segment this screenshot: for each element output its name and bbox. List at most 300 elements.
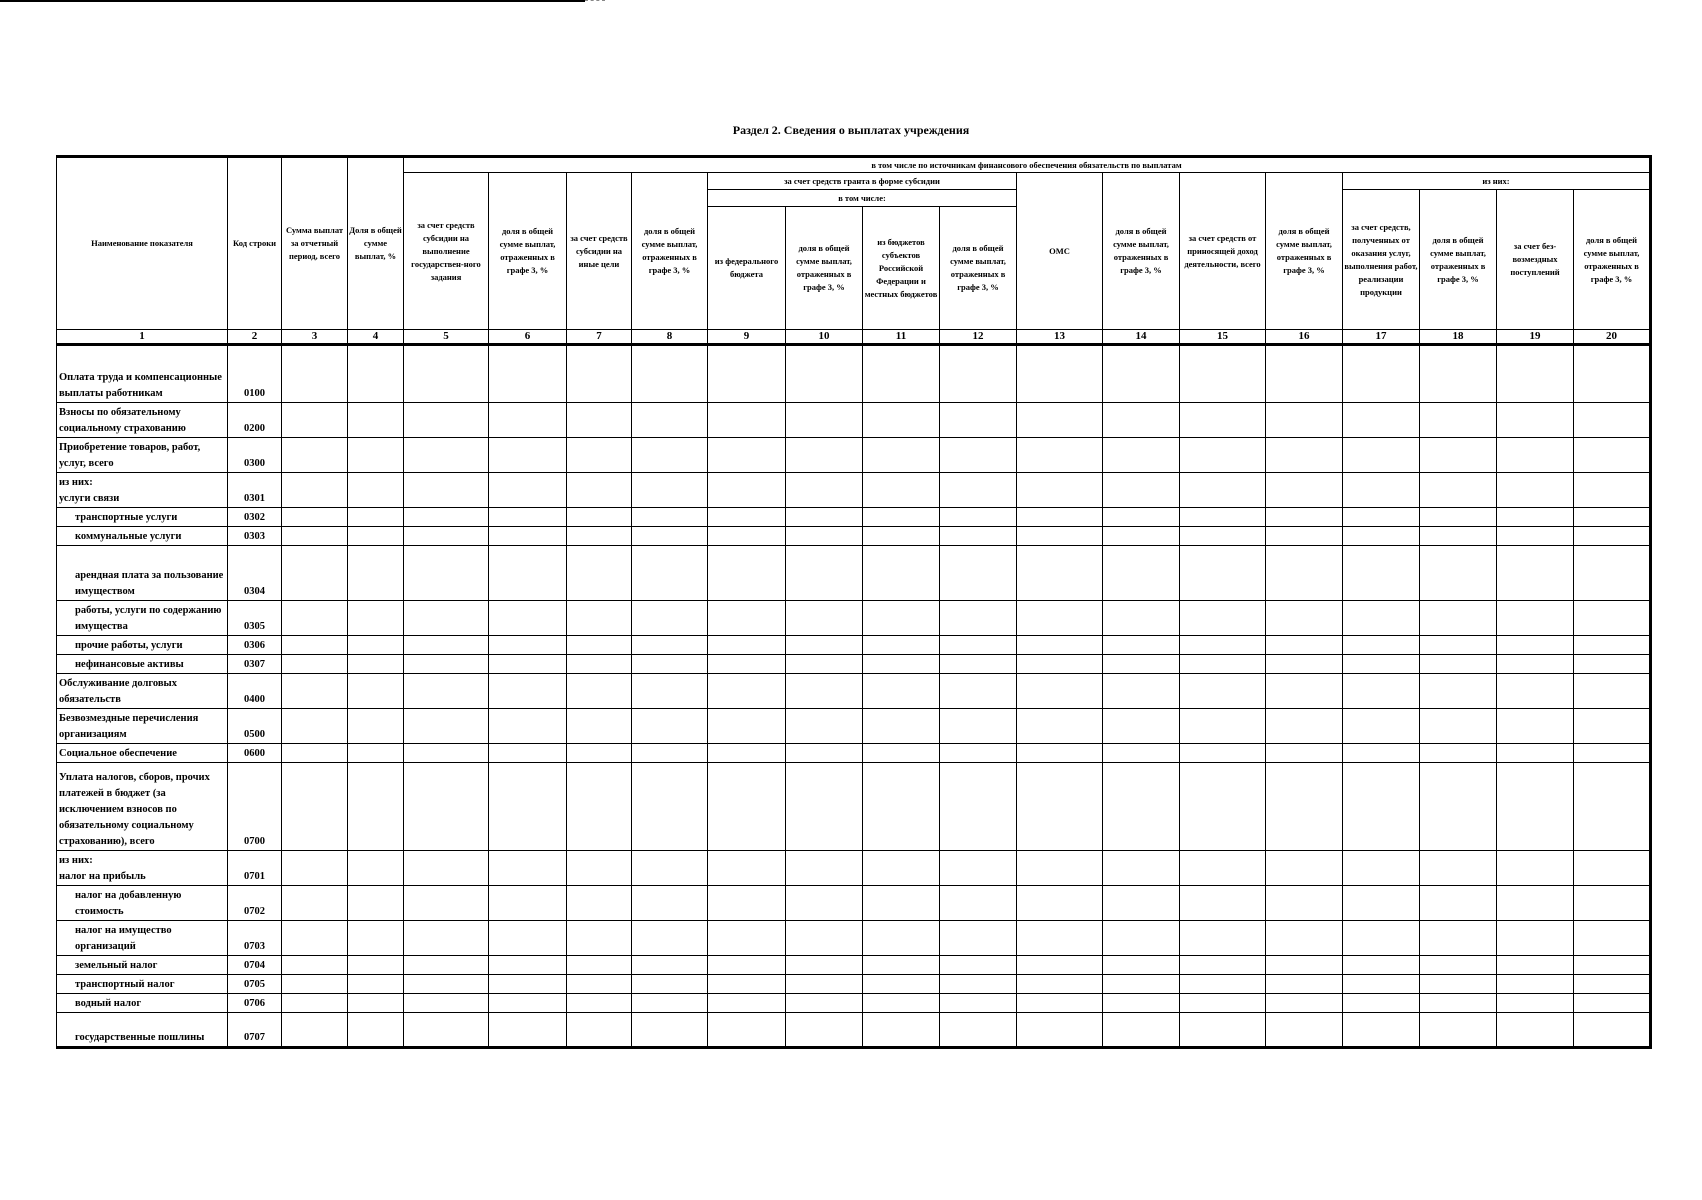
value-cell[interactable] bbox=[708, 527, 786, 546]
value-cell[interactable] bbox=[1017, 851, 1103, 886]
value-cell[interactable] bbox=[940, 601, 1017, 636]
value-cell[interactable] bbox=[404, 994, 489, 1013]
value-cell[interactable] bbox=[632, 601, 708, 636]
value-cell[interactable] bbox=[786, 994, 863, 1013]
value-cell[interactable] bbox=[1017, 921, 1103, 956]
value-cell[interactable] bbox=[1343, 655, 1420, 674]
value-cell[interactable] bbox=[1103, 546, 1180, 601]
value-cell[interactable] bbox=[1017, 636, 1103, 655]
value-cell[interactable] bbox=[863, 674, 940, 709]
value-cell[interactable] bbox=[348, 744, 404, 763]
value-cell[interactable] bbox=[863, 975, 940, 994]
value-cell[interactable] bbox=[1017, 403, 1103, 438]
value-cell[interactable] bbox=[1497, 655, 1574, 674]
value-cell[interactable] bbox=[404, 601, 489, 636]
value-cell[interactable] bbox=[567, 508, 632, 527]
value-cell[interactable] bbox=[567, 886, 632, 921]
value-cell[interactable] bbox=[282, 438, 348, 473]
value-cell[interactable] bbox=[1574, 709, 1651, 744]
value-cell[interactable] bbox=[786, 1013, 863, 1048]
value-cell[interactable] bbox=[1343, 527, 1420, 546]
value-cell[interactable] bbox=[786, 527, 863, 546]
value-cell[interactable] bbox=[708, 975, 786, 994]
value-cell[interactable] bbox=[1420, 636, 1497, 655]
value-cell[interactable] bbox=[1180, 546, 1266, 601]
value-cell[interactable] bbox=[1420, 546, 1497, 601]
value-cell[interactable] bbox=[1420, 921, 1497, 956]
value-cell[interactable] bbox=[489, 994, 567, 1013]
value-cell[interactable] bbox=[1574, 956, 1651, 975]
value-cell[interactable] bbox=[786, 345, 863, 403]
value-cell[interactable] bbox=[1574, 994, 1651, 1013]
value-cell[interactable] bbox=[863, 956, 940, 975]
value-cell[interactable] bbox=[1343, 709, 1420, 744]
value-cell[interactable] bbox=[489, 956, 567, 975]
value-cell[interactable] bbox=[282, 956, 348, 975]
value-cell[interactable] bbox=[282, 975, 348, 994]
value-cell[interactable] bbox=[489, 473, 567, 508]
value-cell[interactable] bbox=[348, 994, 404, 1013]
value-cell[interactable] bbox=[786, 601, 863, 636]
value-cell[interactable] bbox=[786, 655, 863, 674]
value-cell[interactable] bbox=[1017, 744, 1103, 763]
value-cell[interactable] bbox=[1497, 744, 1574, 763]
value-cell[interactable] bbox=[282, 709, 348, 744]
value-cell[interactable] bbox=[489, 744, 567, 763]
value-cell[interactable] bbox=[404, 403, 489, 438]
value-cell[interactable] bbox=[940, 886, 1017, 921]
value-cell[interactable] bbox=[1266, 601, 1343, 636]
value-cell[interactable] bbox=[1497, 601, 1574, 636]
value-cell[interactable] bbox=[1103, 674, 1180, 709]
value-cell[interactable] bbox=[282, 636, 348, 655]
value-cell[interactable] bbox=[348, 921, 404, 956]
value-cell[interactable] bbox=[404, 956, 489, 975]
value-cell[interactable] bbox=[940, 851, 1017, 886]
value-cell[interactable] bbox=[632, 438, 708, 473]
value-cell[interactable] bbox=[1420, 601, 1497, 636]
value-cell[interactable] bbox=[1103, 655, 1180, 674]
value-cell[interactable] bbox=[1497, 994, 1574, 1013]
value-cell[interactable] bbox=[786, 956, 863, 975]
value-cell[interactable] bbox=[1343, 921, 1420, 956]
value-cell[interactable] bbox=[863, 886, 940, 921]
value-cell[interactable] bbox=[940, 636, 1017, 655]
value-cell[interactable] bbox=[863, 851, 940, 886]
value-cell[interactable] bbox=[632, 994, 708, 1013]
value-cell[interactable] bbox=[489, 345, 567, 403]
value-cell[interactable] bbox=[1343, 546, 1420, 601]
value-cell[interactable] bbox=[1266, 763, 1343, 851]
value-cell[interactable] bbox=[708, 636, 786, 655]
value-cell[interactable] bbox=[708, 886, 786, 921]
value-cell[interactable] bbox=[1343, 473, 1420, 508]
value-cell[interactable] bbox=[1103, 473, 1180, 508]
value-cell[interactable] bbox=[1266, 527, 1343, 546]
value-cell[interactable] bbox=[863, 763, 940, 851]
value-cell[interactable] bbox=[863, 636, 940, 655]
value-cell[interactable] bbox=[1343, 508, 1420, 527]
value-cell[interactable] bbox=[632, 473, 708, 508]
value-cell[interactable] bbox=[708, 345, 786, 403]
value-cell[interactable] bbox=[404, 744, 489, 763]
value-cell[interactable] bbox=[1497, 956, 1574, 975]
value-cell[interactable] bbox=[708, 508, 786, 527]
value-cell[interactable] bbox=[632, 527, 708, 546]
value-cell[interactable] bbox=[1180, 655, 1266, 674]
value-cell[interactable] bbox=[632, 1013, 708, 1048]
value-cell[interactable] bbox=[1266, 473, 1343, 508]
value-cell[interactable] bbox=[567, 636, 632, 655]
value-cell[interactable] bbox=[567, 438, 632, 473]
value-cell[interactable] bbox=[1180, 744, 1266, 763]
value-cell[interactable] bbox=[1266, 921, 1343, 956]
value-cell[interactable] bbox=[786, 473, 863, 508]
value-cell[interactable] bbox=[1497, 508, 1574, 527]
value-cell[interactable] bbox=[1180, 921, 1266, 956]
value-cell[interactable] bbox=[1180, 601, 1266, 636]
value-cell[interactable] bbox=[1180, 886, 1266, 921]
value-cell[interactable] bbox=[786, 921, 863, 956]
value-cell[interactable] bbox=[1017, 674, 1103, 709]
value-cell[interactable] bbox=[348, 403, 404, 438]
value-cell[interactable] bbox=[940, 975, 1017, 994]
value-cell[interactable] bbox=[567, 1013, 632, 1048]
value-cell[interactable] bbox=[1266, 851, 1343, 886]
value-cell[interactable] bbox=[348, 636, 404, 655]
value-cell[interactable] bbox=[1343, 975, 1420, 994]
value-cell[interactable] bbox=[632, 763, 708, 851]
value-cell[interactable] bbox=[567, 744, 632, 763]
value-cell[interactable] bbox=[863, 527, 940, 546]
value-cell[interactable] bbox=[708, 655, 786, 674]
value-cell[interactable] bbox=[1497, 763, 1574, 851]
value-cell[interactable] bbox=[404, 508, 489, 527]
value-cell[interactable] bbox=[1497, 403, 1574, 438]
value-cell[interactable] bbox=[1420, 473, 1497, 508]
value-cell[interactable] bbox=[1574, 601, 1651, 636]
value-cell[interactable] bbox=[863, 403, 940, 438]
value-cell[interactable] bbox=[1343, 956, 1420, 975]
value-cell[interactable] bbox=[567, 655, 632, 674]
value-cell[interactable] bbox=[1574, 886, 1651, 921]
value-cell[interactable] bbox=[1343, 763, 1420, 851]
value-cell[interactable] bbox=[1180, 975, 1266, 994]
value-cell[interactable] bbox=[1266, 744, 1343, 763]
value-cell[interactable] bbox=[1420, 851, 1497, 886]
value-cell[interactable] bbox=[632, 655, 708, 674]
value-cell[interactable] bbox=[1103, 744, 1180, 763]
value-cell[interactable] bbox=[489, 527, 567, 546]
value-cell[interactable] bbox=[786, 438, 863, 473]
value-cell[interactable] bbox=[282, 527, 348, 546]
value-cell[interactable] bbox=[1017, 975, 1103, 994]
value-cell[interactable] bbox=[940, 763, 1017, 851]
value-cell[interactable] bbox=[1420, 886, 1497, 921]
value-cell[interactable] bbox=[404, 655, 489, 674]
value-cell[interactable] bbox=[940, 674, 1017, 709]
value-cell[interactable] bbox=[1103, 403, 1180, 438]
value-cell[interactable] bbox=[1420, 744, 1497, 763]
value-cell[interactable] bbox=[863, 1013, 940, 1048]
value-cell[interactable] bbox=[708, 546, 786, 601]
value-cell[interactable] bbox=[1497, 636, 1574, 655]
value-cell[interactable] bbox=[708, 1013, 786, 1048]
value-cell[interactable] bbox=[708, 763, 786, 851]
value-cell[interactable] bbox=[282, 403, 348, 438]
value-cell[interactable] bbox=[708, 709, 786, 744]
value-cell[interactable] bbox=[1103, 994, 1180, 1013]
value-cell[interactable] bbox=[1180, 763, 1266, 851]
value-cell[interactable] bbox=[1266, 508, 1343, 527]
value-cell[interactable] bbox=[1420, 975, 1497, 994]
value-cell[interactable] bbox=[940, 709, 1017, 744]
value-cell[interactable] bbox=[1343, 403, 1420, 438]
value-cell[interactable] bbox=[940, 527, 1017, 546]
value-cell[interactable] bbox=[1574, 851, 1651, 886]
value-cell[interactable] bbox=[1103, 345, 1180, 403]
value-cell[interactable] bbox=[282, 674, 348, 709]
value-cell[interactable] bbox=[567, 763, 632, 851]
value-cell[interactable] bbox=[1180, 527, 1266, 546]
value-cell[interactable] bbox=[1574, 345, 1651, 403]
value-cell[interactable] bbox=[940, 438, 1017, 473]
value-cell[interactable] bbox=[1103, 975, 1180, 994]
value-cell[interactable] bbox=[404, 851, 489, 886]
value-cell[interactable] bbox=[348, 438, 404, 473]
value-cell[interactable] bbox=[1180, 403, 1266, 438]
value-cell[interactable] bbox=[489, 763, 567, 851]
value-cell[interactable] bbox=[1343, 345, 1420, 403]
value-cell[interactable] bbox=[1266, 345, 1343, 403]
value-cell[interactable] bbox=[1103, 851, 1180, 886]
value-cell[interactable] bbox=[1420, 709, 1497, 744]
value-cell[interactable] bbox=[786, 508, 863, 527]
value-cell[interactable] bbox=[1017, 345, 1103, 403]
value-cell[interactable] bbox=[1420, 438, 1497, 473]
value-cell[interactable] bbox=[489, 851, 567, 886]
value-cell[interactable] bbox=[1017, 886, 1103, 921]
value-cell[interactable] bbox=[1017, 956, 1103, 975]
value-cell[interactable] bbox=[489, 709, 567, 744]
value-cell[interactable] bbox=[567, 921, 632, 956]
value-cell[interactable] bbox=[1574, 1013, 1651, 1048]
value-cell[interactable] bbox=[1266, 956, 1343, 975]
value-cell[interactable] bbox=[348, 345, 404, 403]
value-cell[interactable] bbox=[1420, 655, 1497, 674]
value-cell[interactable] bbox=[1497, 886, 1574, 921]
value-cell[interactable] bbox=[940, 655, 1017, 674]
value-cell[interactable] bbox=[708, 994, 786, 1013]
value-cell[interactable] bbox=[282, 546, 348, 601]
value-cell[interactable] bbox=[632, 921, 708, 956]
value-cell[interactable] bbox=[1574, 674, 1651, 709]
value-cell[interactable] bbox=[1017, 601, 1103, 636]
value-cell[interactable] bbox=[567, 473, 632, 508]
value-cell[interactable] bbox=[1266, 403, 1343, 438]
value-cell[interactable] bbox=[1497, 1013, 1574, 1048]
value-cell[interactable] bbox=[863, 438, 940, 473]
value-cell[interactable] bbox=[1017, 655, 1103, 674]
value-cell[interactable] bbox=[1343, 636, 1420, 655]
value-cell[interactable] bbox=[489, 508, 567, 527]
value-cell[interactable] bbox=[1497, 975, 1574, 994]
value-cell[interactable] bbox=[282, 886, 348, 921]
value-cell[interactable] bbox=[1574, 527, 1651, 546]
value-cell[interactable] bbox=[1343, 674, 1420, 709]
value-cell[interactable] bbox=[1420, 994, 1497, 1013]
value-cell[interactable] bbox=[940, 1013, 1017, 1048]
value-cell[interactable] bbox=[1103, 636, 1180, 655]
value-cell[interactable] bbox=[282, 473, 348, 508]
value-cell[interactable] bbox=[1343, 994, 1420, 1013]
value-cell[interactable] bbox=[404, 473, 489, 508]
value-cell[interactable] bbox=[1497, 674, 1574, 709]
value-cell[interactable] bbox=[567, 345, 632, 403]
value-cell[interactable] bbox=[1180, 345, 1266, 403]
value-cell[interactable] bbox=[1497, 345, 1574, 403]
value-cell[interactable] bbox=[489, 886, 567, 921]
value-cell[interactable] bbox=[940, 744, 1017, 763]
value-cell[interactable] bbox=[786, 403, 863, 438]
value-cell[interactable] bbox=[489, 1013, 567, 1048]
value-cell[interactable] bbox=[1017, 546, 1103, 601]
value-cell[interactable] bbox=[1343, 438, 1420, 473]
value-cell[interactable] bbox=[1266, 674, 1343, 709]
value-cell[interactable] bbox=[489, 403, 567, 438]
value-cell[interactable] bbox=[404, 674, 489, 709]
value-cell[interactable] bbox=[404, 921, 489, 956]
value-cell[interactable] bbox=[1574, 975, 1651, 994]
value-cell[interactable] bbox=[1343, 744, 1420, 763]
value-cell[interactable] bbox=[489, 975, 567, 994]
value-cell[interactable] bbox=[708, 473, 786, 508]
value-cell[interactable] bbox=[632, 956, 708, 975]
value-cell[interactable] bbox=[1180, 674, 1266, 709]
value-cell[interactable] bbox=[404, 886, 489, 921]
value-cell[interactable] bbox=[567, 709, 632, 744]
value-cell[interactable] bbox=[1180, 1013, 1266, 1048]
value-cell[interactable] bbox=[1343, 601, 1420, 636]
value-cell[interactable] bbox=[1017, 994, 1103, 1013]
value-cell[interactable] bbox=[567, 546, 632, 601]
value-cell[interactable] bbox=[940, 473, 1017, 508]
value-cell[interactable] bbox=[786, 975, 863, 994]
value-cell[interactable] bbox=[282, 744, 348, 763]
value-cell[interactable] bbox=[863, 921, 940, 956]
value-cell[interactable] bbox=[940, 345, 1017, 403]
value-cell[interactable] bbox=[1497, 546, 1574, 601]
value-cell[interactable] bbox=[632, 345, 708, 403]
value-cell[interactable] bbox=[708, 438, 786, 473]
value-cell[interactable] bbox=[404, 527, 489, 546]
value-cell[interactable] bbox=[1103, 601, 1180, 636]
value-cell[interactable] bbox=[282, 763, 348, 851]
value-cell[interactable] bbox=[404, 975, 489, 994]
value-cell[interactable] bbox=[1180, 994, 1266, 1013]
value-cell[interactable] bbox=[348, 473, 404, 508]
value-cell[interactable] bbox=[786, 851, 863, 886]
value-cell[interactable] bbox=[1574, 744, 1651, 763]
value-cell[interactable] bbox=[940, 994, 1017, 1013]
value-cell[interactable] bbox=[1103, 438, 1180, 473]
value-cell[interactable] bbox=[1103, 956, 1180, 975]
value-cell[interactable] bbox=[1017, 1013, 1103, 1048]
value-cell[interactable] bbox=[1180, 473, 1266, 508]
value-cell[interactable] bbox=[632, 886, 708, 921]
value-cell[interactable] bbox=[1266, 546, 1343, 601]
value-cell[interactable] bbox=[404, 763, 489, 851]
value-cell[interactable] bbox=[863, 473, 940, 508]
value-cell[interactable] bbox=[863, 601, 940, 636]
value-cell[interactable] bbox=[1017, 438, 1103, 473]
value-cell[interactable] bbox=[489, 921, 567, 956]
value-cell[interactable] bbox=[404, 709, 489, 744]
value-cell[interactable] bbox=[348, 956, 404, 975]
value-cell[interactable] bbox=[863, 546, 940, 601]
value-cell[interactable] bbox=[1574, 921, 1651, 956]
value-cell[interactable] bbox=[1420, 674, 1497, 709]
value-cell[interactable] bbox=[567, 851, 632, 886]
value-cell[interactable] bbox=[708, 601, 786, 636]
value-cell[interactable] bbox=[1180, 508, 1266, 527]
value-cell[interactable] bbox=[1017, 763, 1103, 851]
value-cell[interactable] bbox=[489, 546, 567, 601]
value-cell[interactable] bbox=[348, 975, 404, 994]
value-cell[interactable] bbox=[1266, 1013, 1343, 1048]
value-cell[interactable] bbox=[567, 674, 632, 709]
value-cell[interactable] bbox=[1574, 403, 1651, 438]
value-cell[interactable] bbox=[863, 345, 940, 403]
value-cell[interactable] bbox=[940, 921, 1017, 956]
value-cell[interactable] bbox=[1497, 709, 1574, 744]
value-cell[interactable] bbox=[708, 921, 786, 956]
value-cell[interactable] bbox=[1103, 763, 1180, 851]
value-cell[interactable] bbox=[1103, 508, 1180, 527]
value-cell[interactable] bbox=[708, 674, 786, 709]
value-cell[interactable] bbox=[1017, 527, 1103, 546]
value-cell[interactable] bbox=[1497, 921, 1574, 956]
value-cell[interactable] bbox=[1420, 763, 1497, 851]
value-cell[interactable] bbox=[404, 345, 489, 403]
value-cell[interactable] bbox=[348, 763, 404, 851]
value-cell[interactable] bbox=[489, 636, 567, 655]
value-cell[interactable] bbox=[940, 956, 1017, 975]
value-cell[interactable] bbox=[1180, 636, 1266, 655]
value-cell[interactable] bbox=[1574, 473, 1651, 508]
value-cell[interactable] bbox=[567, 403, 632, 438]
value-cell[interactable] bbox=[1103, 921, 1180, 956]
value-cell[interactable] bbox=[786, 636, 863, 655]
value-cell[interactable] bbox=[708, 744, 786, 763]
value-cell[interactable] bbox=[348, 886, 404, 921]
value-cell[interactable] bbox=[863, 709, 940, 744]
value-cell[interactable] bbox=[1497, 527, 1574, 546]
value-cell[interactable] bbox=[632, 546, 708, 601]
value-cell[interactable] bbox=[708, 956, 786, 975]
value-cell[interactable] bbox=[1103, 1013, 1180, 1048]
value-cell[interactable] bbox=[1266, 709, 1343, 744]
value-cell[interactable] bbox=[567, 994, 632, 1013]
value-cell[interactable] bbox=[1574, 508, 1651, 527]
value-cell[interactable] bbox=[282, 921, 348, 956]
value-cell[interactable] bbox=[348, 546, 404, 601]
value-cell[interactable] bbox=[786, 763, 863, 851]
value-cell[interactable] bbox=[786, 886, 863, 921]
value-cell[interactable] bbox=[282, 655, 348, 674]
value-cell[interactable] bbox=[632, 709, 708, 744]
value-cell[interactable] bbox=[632, 636, 708, 655]
